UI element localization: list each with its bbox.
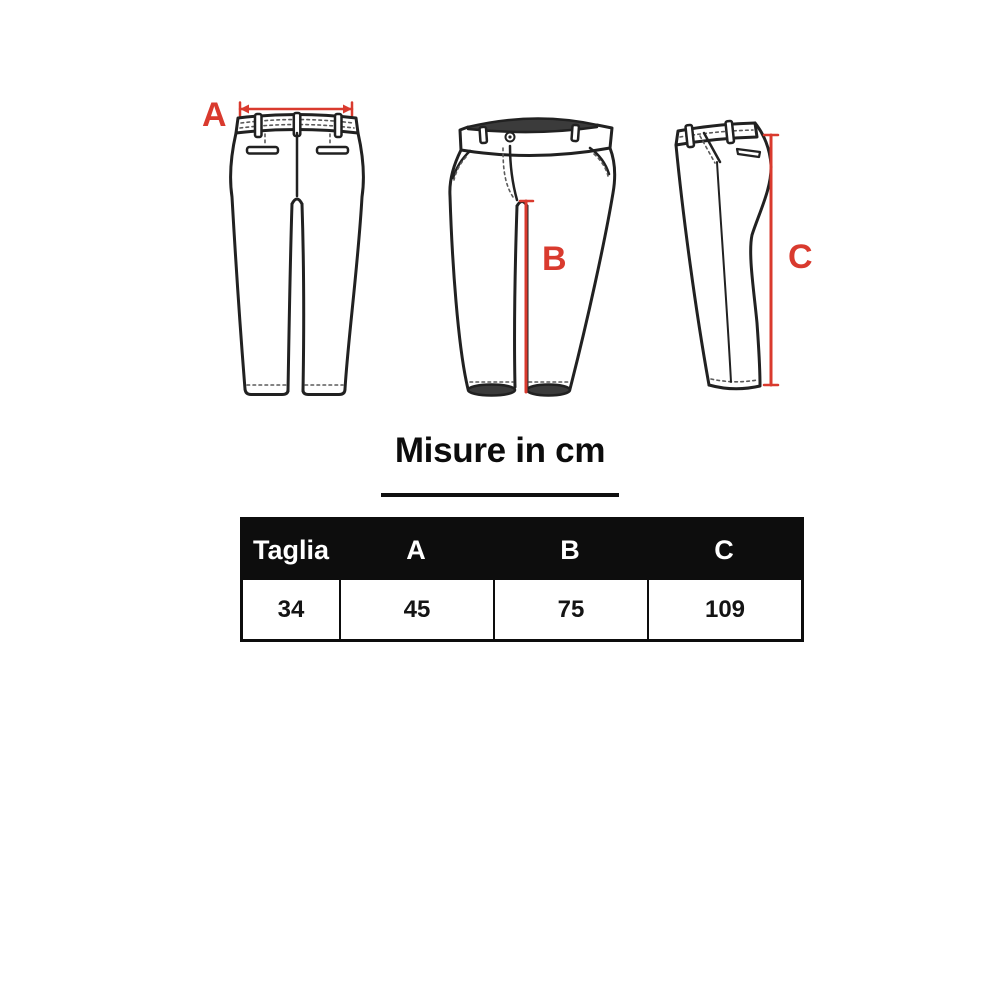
hem-shade — [468, 385, 515, 396]
crease-line — [717, 162, 731, 382]
table-header-taglia: Taglia — [243, 520, 339, 580]
table-header-c: C — [647, 520, 801, 580]
back-pocket — [247, 147, 278, 154]
belt-loop — [685, 125, 694, 148]
hem-shade — [527, 385, 570, 396]
pants-back-outline — [231, 113, 364, 395]
size-table — [240, 517, 804, 642]
pants-side-outline — [676, 121, 771, 389]
back-pocket — [737, 149, 760, 157]
table-cell-b: 75 — [493, 580, 647, 639]
belt-loop — [255, 114, 262, 137]
belt-loop — [479, 127, 487, 143]
table-header-b: B — [493, 520, 647, 580]
table-cell-taglia: 34 — [243, 580, 339, 639]
measure-label-b: B — [542, 240, 567, 278]
belt-loop — [571, 125, 579, 141]
belt-loop — [335, 114, 342, 137]
measurements-title: Misure in cm — [394, 431, 606, 470]
belt-loop — [725, 121, 734, 144]
title-underline — [381, 493, 619, 497]
pants-front-outline — [450, 118, 615, 395]
pants-back-view-illustration — [200, 85, 380, 415]
table-cell-c: 109 — [647, 580, 801, 639]
hem — [709, 385, 760, 389]
measure-label-c: C — [788, 238, 813, 276]
table-header-a: A — [339, 520, 493, 580]
front-seam — [676, 145, 709, 385]
seat-and-back-seam — [751, 123, 771, 385]
table-cell-a: 45 — [339, 580, 493, 639]
back-pocket — [317, 147, 348, 154]
pants-front-view-illustration — [444, 106, 624, 406]
measure-line-c — [764, 135, 778, 385]
measure-line-b — [520, 201, 533, 392]
measure-label-a: A — [202, 96, 227, 134]
